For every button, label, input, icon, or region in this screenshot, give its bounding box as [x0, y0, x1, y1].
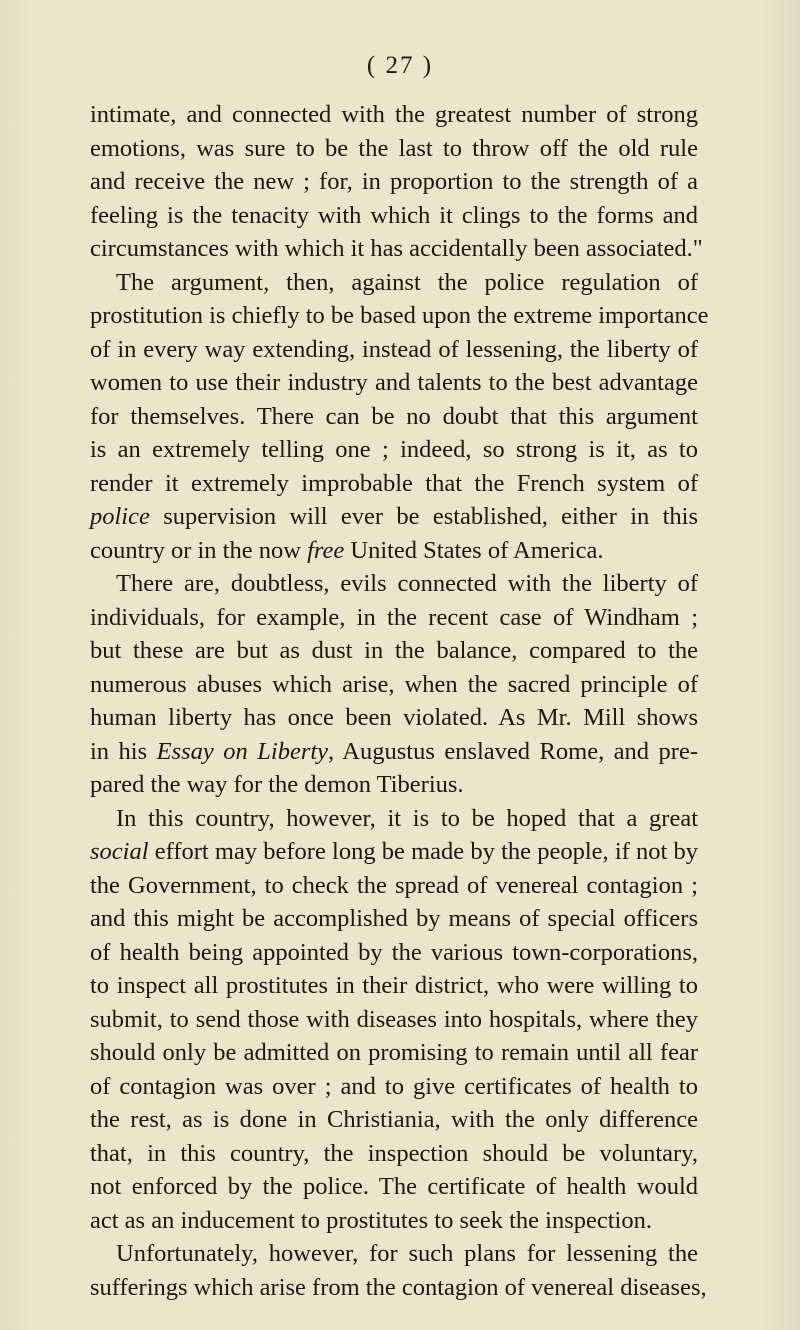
text-segment: render it extremely improbable that the French system of	[90, 469, 698, 497]
text-line	[90, 1271, 707, 1305]
text-line	[90, 1237, 698, 1271]
text-line	[90, 199, 698, 233]
text-segment: is an extremely telling one ; indeed, so strong is it, as to	[90, 436, 698, 463]
text-line	[90, 400, 698, 434]
text-segment: sufferings which arise from the contagion of venereal diseases,	[90, 1273, 707, 1301]
text-segment: to inspect all prostitutes in their district, who were willing to	[90, 972, 698, 999]
text-segment: There are, doubtless, evils connected with the liberty of	[116, 570, 698, 597]
text-segment: circumstances with which it has accidentally been associated."	[90, 235, 703, 262]
text-line	[90, 869, 698, 903]
text-segment: in his	[90, 737, 157, 765]
text-line	[90, 266, 698, 300]
text-line	[90, 165, 698, 199]
text-segment: of in every way extending, instead of lessening, the liberty of	[90, 335, 698, 363]
text-segment: the Government, to check the spread of venereal contagion ;	[90, 871, 698, 899]
text-line	[90, 366, 698, 400]
text-segment: should only be admitted on promising to remain until all fear	[90, 1039, 698, 1066]
text-line	[90, 634, 698, 668]
italic-text: free	[307, 536, 345, 564]
text-segment: individuals, for example, in the recent case of Windham ;	[90, 603, 698, 631]
italic-text: police	[90, 503, 150, 530]
text-segment: feeling is the tenacity with which it clings to the forms and	[90, 201, 698, 229]
text-segment: numerous abuses which arise, when the sacred principle of	[90, 670, 698, 698]
text-segment: the rest, as is done in Christiania, with the only difference	[90, 1106, 698, 1133]
text-segment: , Augustus enslaved Rome, and pre-	[328, 737, 698, 765]
text-line	[90, 768, 698, 802]
text-line	[90, 1003, 698, 1037]
text-segment: of health being appointed by the various town-corporations,	[90, 938, 698, 966]
text-segment: women to use their industry and talents to the best advantage	[90, 369, 698, 396]
text-segment: not enforced by the police. The certificate of health would	[90, 1173, 698, 1200]
text-line	[90, 902, 698, 936]
text-segment: emotions, was sure to be the last to throw off the old rule	[90, 134, 698, 162]
text-line	[90, 1036, 698, 1070]
text-line	[90, 333, 698, 367]
text-line	[90, 1070, 698, 1104]
text-line	[90, 802, 698, 836]
text-line	[90, 500, 698, 534]
page-number: ( 27 )	[366, 52, 434, 79]
text-segment: and this might be accomplished by means of special officers	[90, 905, 698, 932]
text-line	[90, 534, 698, 568]
text-line	[90, 232, 703, 266]
text-line	[90, 835, 698, 869]
text-line	[90, 601, 698, 635]
body-text	[90, 98, 709, 1304]
text-segment: The argument, then, against the police regulation of	[116, 268, 698, 296]
text-line	[90, 735, 698, 769]
italic-text: Essay on Liberty	[156, 737, 329, 765]
text-segment: of contagion was over ; and to give certificates of health to	[90, 1072, 698, 1100]
italic-text: social	[90, 838, 149, 865]
text-segment: In this country, however, it is to be hoped that a great	[116, 804, 698, 832]
text-segment: for themselves. There can be no doubt that this argument	[90, 402, 698, 430]
text-segment: act as an inducement to prostitutes to seek the inspection.	[90, 1206, 652, 1234]
text-line	[90, 1204, 698, 1238]
text-segment: country or in the now	[90, 536, 308, 564]
text-line	[90, 299, 709, 333]
text-line	[90, 969, 698, 1003]
text-line	[90, 701, 698, 735]
text-line	[90, 98, 698, 132]
text-line	[90, 1137, 698, 1171]
text-line	[90, 1170, 698, 1204]
text-line	[90, 567, 698, 601]
text-segment: and receive the new ; for, in proportion to the strength of a	[90, 168, 698, 195]
text-line	[90, 467, 698, 501]
text-line	[90, 433, 698, 467]
text-segment: but these are but as dust in the balance, compared to the	[90, 637, 698, 664]
text-line	[90, 668, 698, 702]
text-line	[90, 1103, 698, 1137]
text-segment: intimate, and connected with the greatest number of strong	[90, 101, 698, 128]
text-segment: Unfortunately, however, for such plans for lessening the	[116, 1240, 698, 1267]
text-line	[90, 132, 698, 166]
text-segment: that, in this country, the inspection should be voluntary,	[90, 1139, 698, 1167]
text-line	[90, 936, 698, 970]
text-segment: human liberty has once been violated. As Mr. Mill shows	[90, 704, 698, 731]
text-segment: submit, to send those with diseases into hospitals, where they	[90, 1005, 698, 1033]
text-segment: pared the way for the demon Tiberius.	[90, 771, 464, 798]
text-segment: supervision will ever be established, either in this	[149, 503, 698, 530]
text-segment: effort may before long be made by the people, if not by	[148, 838, 698, 865]
text-segment: United States of America.	[344, 536, 604, 564]
text-segment: prostitution is chiefly to be based upon the extreme importance	[90, 302, 709, 329]
